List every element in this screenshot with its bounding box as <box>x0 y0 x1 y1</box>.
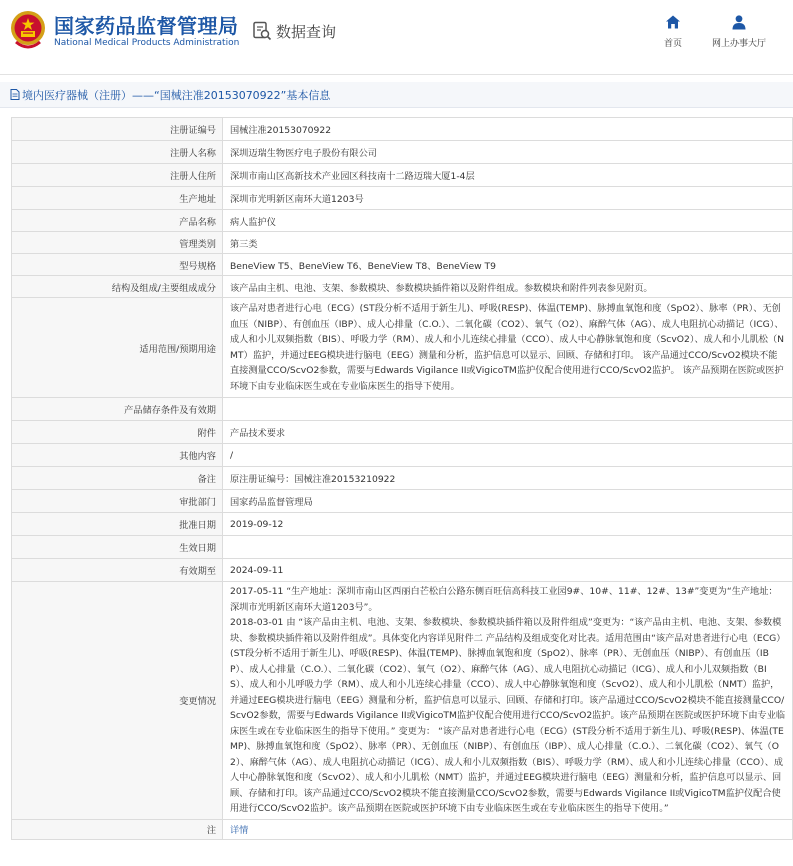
field-value <box>223 819 793 839</box>
change-record: 2017-05-11 “生产地址：深圳市南山区西丽白芒松白公路东侧百旺信高科技工业园9#、10#、11#、12#、13#”变更为“生产地址：深圳市光明新区南环大道1203号”。 <box>230 586 778 613</box>
field-label: 管理类别 <box>12 232 223 254</box>
home-icon <box>665 14 681 30</box>
field-value: 2019-09-12 <box>223 513 793 536</box>
nav-home-label: 首页 <box>664 39 683 49</box>
table-row <box>12 210 793 232</box>
user-icon <box>731 14 747 30</box>
field-value: 该产品对患者进行心电（ECG）(ST段分析不适用于新生儿)、呼吸(RESP)、体温(TEMP)、脉搏血氧饱和度（SpO2）、脉率（PR）、无创血压（NIBP）、有创血压（IBP）、成人心排量（C.O.）、二氧化碳（CO2）、氧气（O2）、麻醉气体（AG）、成人电阻抗心动描记（ICG）、成人和小儿双频指数（BIS）、呼吸力学（RM）、成人和小儿连续心排量（CCO）、成人中心静脉氧饱和度（ScvO2）、成人和小儿肌松（NMT）监护，并通过EEG模块进行脑电（EEG）测量和分析，监护信息可以显示、回顾、存储和打印。 该产品通过CCO/ScvO2模块不能直接测量CCO/ScvO2参数，需要与Edwards Vigilance II或VigicoTM监护仪配合使用进行CCO/ScvO2监护。 该产品预期在医院或医护环境下由专业临床医生或在专业临床医生的指导下使用。 <box>223 298 793 398</box>
table-row <box>12 582 793 820</box>
field-label: 注册人住所 <box>12 164 223 187</box>
field-value: BeneView T5、BeneView T6、BeneView T8、BeneView T9 <box>223 254 793 276</box>
national-emblem-icon[interactable] <box>8 6 48 54</box>
table-row <box>12 513 793 536</box>
registration-detail-table <box>11 117 793 840</box>
field-value: 产品技术要求 <box>223 421 793 444</box>
table-row <box>12 490 793 513</box>
table-row <box>12 164 793 187</box>
field-value: 深圳市光明新区南环大道1203号 <box>223 187 793 210</box>
breadcrumb-text: 境内医疗器械（注册）——“国械注准20153070922”基本信息 <box>22 88 331 102</box>
table-row <box>12 819 793 839</box>
field-label: 生产地址 <box>12 187 223 210</box>
field-label: 产品储存条件及有效期 <box>12 398 223 421</box>
field-value: 第三类 <box>223 232 793 254</box>
field-label: 审批部门 <box>12 490 223 513</box>
site-title[interactable]: 国家药品监督管理局 <box>54 14 239 38</box>
table-row <box>12 187 793 210</box>
data-query-label: 数据查询 <box>276 22 337 41</box>
table-row <box>12 118 793 141</box>
field-value: 国械注准20153070922 <box>223 118 793 141</box>
table-row <box>12 254 793 276</box>
nav-online-service-hall-label: 网上办事大厅 <box>712 39 767 49</box>
table-row <box>12 232 793 254</box>
field-value: 深圳迈瑞生物医疗电子股份有限公司 <box>223 141 793 164</box>
field-value <box>223 398 793 421</box>
header-divider <box>0 74 793 75</box>
field-label: 附件 <box>12 421 223 444</box>
details-link[interactable]: 详情 <box>230 825 249 836</box>
search-document-icon <box>252 21 272 41</box>
nav-online-service-hall[interactable] <box>712 14 766 49</box>
field-label: 有效期至 <box>12 559 223 582</box>
field-label: 产品名称 <box>12 210 223 232</box>
field-label: 生效日期 <box>12 536 223 559</box>
table-row <box>12 421 793 444</box>
field-label: 变更情况 <box>12 582 223 820</box>
field-label: 型号规格 <box>12 254 223 276</box>
table-row <box>12 536 793 559</box>
field-label: 适用范围/预期用途 <box>12 298 223 398</box>
breadcrumb <box>0 82 793 108</box>
table-row <box>12 276 793 298</box>
table-row <box>12 298 793 398</box>
table-row <box>12 444 793 467</box>
field-label: 备注 <box>12 467 223 490</box>
field-value: / <box>223 444 793 467</box>
nav-home[interactable] <box>664 14 682 49</box>
field-value <box>223 582 793 820</box>
site-header <box>0 0 793 62</box>
table-row <box>12 398 793 421</box>
field-value: 病人监护仪 <box>223 210 793 232</box>
document-icon <box>10 89 20 100</box>
field-label: 其他内容 <box>12 444 223 467</box>
site-subtitle: National Medical Products Administration <box>54 38 240 48</box>
field-value: 深圳市南山区高新技术产业园区科技南十二路迈瑞大厦1-4层 <box>223 164 793 187</box>
field-label: 结构及组成/主要组成成分 <box>12 276 223 298</box>
data-query-link[interactable] <box>252 18 336 44</box>
table-row <box>12 141 793 164</box>
table-row <box>12 467 793 490</box>
table-row <box>12 559 793 582</box>
field-value: 2024-09-11 <box>223 559 793 582</box>
field-value: 该产品由主机、电池、支架、参数模块、参数模块插件箱以及附件组成。参数模块和附件列表参见附页。 <box>223 276 793 298</box>
field-label: 注 <box>12 819 223 839</box>
field-value: 国家药品监督管理局 <box>223 490 793 513</box>
field-value: 原注册证编号：国械注准20153210922 <box>223 467 793 490</box>
change-record: 2018-03-01 由 “该产品由主机、电池、支架、参数模块、参数模块插件箱以及附件组成”变更为：“该产品由主机、电池、支架、参数模块、参数模块插件箱以及附件组成”。具体变化内容详见附件二 产品结构及组成变化对比表。适用范围由“该产品对患者进行心电（ECG）(ST段分析不适用于新生儿)、呼吸(RESP)、体温(TEMP)、脉搏血氧饱和度（SpO2）、脉率（PR）、无创血压（NIBP）、有创血压（IBP）、成人心排量（C.O.）、二氧化碳（CO2）、氧气（O2）、麻醉气体（AG）、成人电阻抗心动描记（ICG）、成人和小儿双频指数（BIS）、成人和小儿呼吸力学（RM）、成人和小儿连续心排量（CCO）、成人中心静脉氧饱和度（ScvO2）、成人和小儿肌松（NMT）监护，并通过EEG模块进行脑电（EEG）测量和分析，监护信息可以显示、回顾、存储和打印。该产品通过CCO/ScvO2模块不能直接测量CCO/ScvO2参数，需要与Edwards Vigilance II或VigicoTM监护仪配合使用进行CCO/ScvO2监护。该产品预期在医院或医护环境下由专业临床医生或在专业临床医生的指导下使用。” 变更为： “该产品对患者进行心电（ECG）(ST段分析不适用于新生儿)、呼吸(RESP)、体温(TEMP)、脉搏血氧饱和度（SpO2）、脉率（PR）、无创血压（NIBP）、有创血压（IBP）、成人心排量（C.O.）、二氧化碳（CO2）、氧气（O2）、麻醉气体（AG）、成人电阻抗心动描记（ICG）、成人和小儿双频指数（BIS）、呼吸力学（RM）、成人和小儿连续心排量（CCO）、成人中心静脉氧饱和度（ScvO2）、成人和小儿肌松（NMT）监护，并通过EEG模块进行脑电（EEG）测量和分析，监护信息可以显示、回顾、存储和打印。该产品通过CCO/ScvO2模块不能直接测量CCO/ScvO2参数，需要与Edwards Vigilance II或VigicoTM监护仪配合使用进行CCO/ScvO2监护。该产品预期在医院或医护环境下由专业临床医生或在专业临床医生的指导下使用。” <box>230 617 786 814</box>
field-label: 批准日期 <box>12 513 223 536</box>
field-label: 注册证编号 <box>12 118 223 141</box>
field-value <box>223 536 793 559</box>
field-label: 注册人名称 <box>12 141 223 164</box>
